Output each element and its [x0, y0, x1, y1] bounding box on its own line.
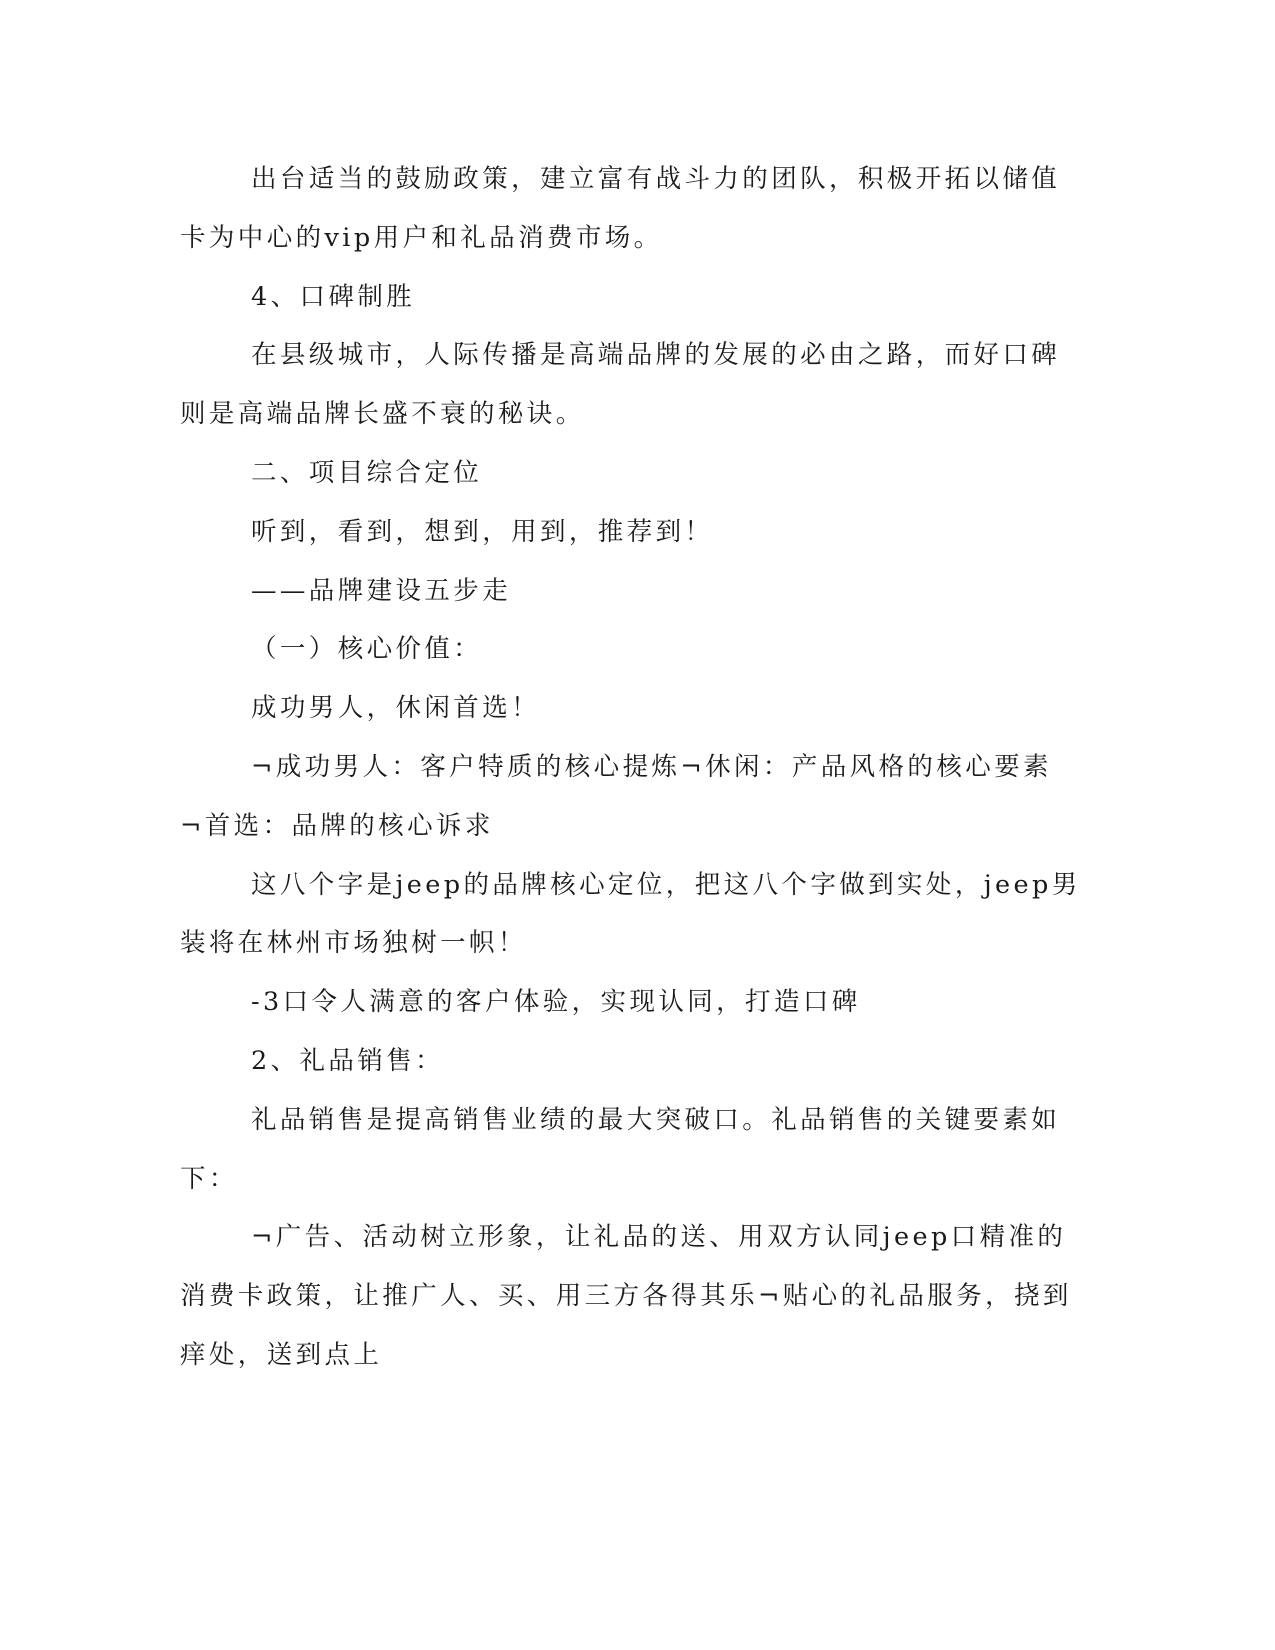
- paragraph-line: 出台适当的鼓励政策，建立富有战斗力的团队，积极开拓以储值: [251, 164, 1061, 194]
- paragraph-line: 这八个字是jeep的品牌核心定位，把这八个字做到实处，jeep男: [251, 869, 1081, 900]
- bullet-line: ¬成功男人：客户特质的核心提炼¬休闲：产品风格的核心要素: [251, 751, 1052, 782]
- paragraph-line: 卡为中心的vip用户和礼品消费市场。: [180, 222, 663, 253]
- subsection-heading: （一）核心价值：: [251, 634, 483, 665]
- section-heading: 2、礼品销售：: [251, 1045, 445, 1076]
- section-heading: 二、项目综合定位: [251, 457, 483, 488]
- paragraph-line: 下：: [180, 1163, 238, 1194]
- slogan-line: 成功男人，休闲首选！: [251, 693, 541, 724]
- paragraph-line: 装将在林州市场独树一帜！: [180, 928, 527, 959]
- paragraph-line: 则是高端品牌长盛不衰的秘诀。: [180, 399, 585, 430]
- bullet-line: ¬广告、活动树立形象，让礼品的送、用双方认同jeep口精准的: [251, 1222, 1067, 1253]
- document-page: [180, 150, 1081, 1385]
- paragraph-line: 在县级城市，人际传播是高端品牌的发展的必由之路，而好口碑: [251, 340, 1061, 371]
- section-heading: 4、口碑制胜: [251, 281, 416, 312]
- bullet-line: 消费卡政策，让推广人、买、用三方各得其乐¬贴心的礼品服务，挠到: [180, 1281, 1072, 1312]
- paragraph-line: 礼品销售是提高销售业绩的最大突破口。礼品销售的关键要素如: [251, 1104, 1061, 1135]
- slogan-line: 听到，看到，想到，用到，推荐到！: [251, 516, 714, 547]
- bullet-line: 痒处，送到点上: [180, 1339, 383, 1370]
- paragraph-line: -3口令人满意的客户体验，实现认同，打造口碑: [251, 987, 861, 1018]
- bullet-line: ¬首选：品牌的核心诉求: [180, 810, 494, 841]
- subtitle-line: ——品牌建设五步走: [251, 575, 512, 606]
